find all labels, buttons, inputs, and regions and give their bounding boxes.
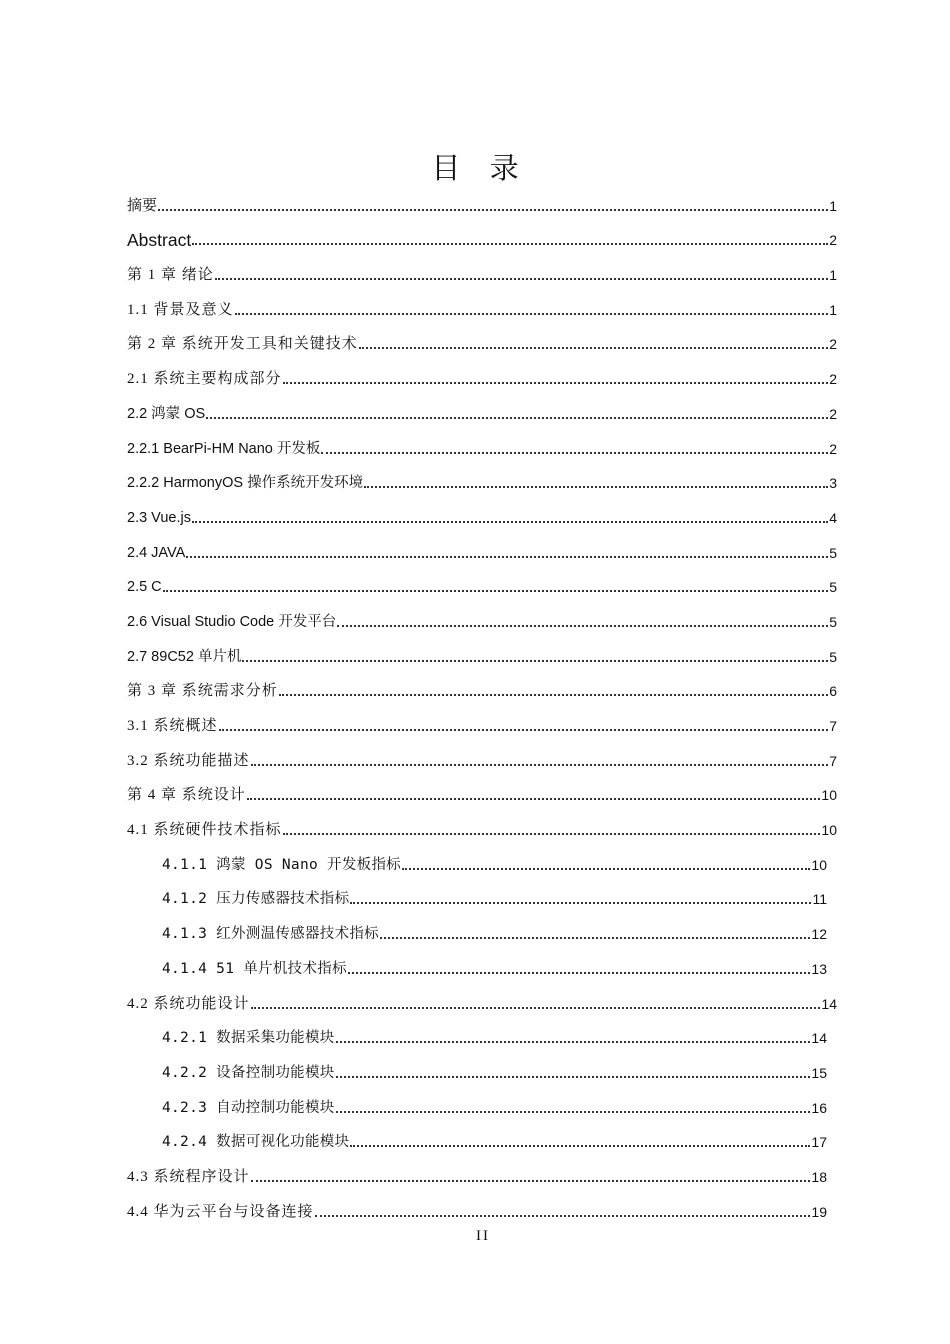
toc-entry-label: 2.7 89C52 单片机 [127,648,242,665]
toc-entry[interactable] [127,1049,827,1084]
toc-entry-page: 15 [811,1064,827,1081]
toc-entry-label: 4.3 系统程序设计 [127,1168,250,1185]
toc-entry-label: 4.1.2 压力传感器技术指标 [162,891,350,908]
toc-entry[interactable] [127,668,837,703]
toc-entry[interactable] [127,182,837,217]
toc-entry-label: 4.1 系统硬件技术指标 [127,822,282,839]
toc-entry-label: 4.4 华为云平台与设备连接 [127,1203,314,1220]
toc-entry-label: 2.3 Vue.js [127,509,191,526]
toc-entry-label: 4.1.4 51 单片机技术指标 [162,960,347,977]
toc-entry-page: 14 [811,1030,827,1047]
toc-entry[interactable] [127,217,837,252]
toc-entry-page: 14 [821,995,837,1012]
dot-leader [158,209,828,211]
toc-entry[interactable] [127,1119,827,1154]
toc-entry[interactable] [127,286,837,321]
toc-entry-page: 5 [829,648,837,665]
dot-leader [364,486,828,488]
toc-entry-page: 1 [829,197,837,214]
toc-entry[interactable] [127,806,837,841]
dot-leader [321,452,828,454]
toc-entry[interactable] [127,876,827,911]
toc-entry-page: 7 [829,718,837,734]
page-number: II [476,1228,490,1244]
toc-entry-label: 4.1.1 鸿蒙 OS Nano 开发板指标 [162,856,402,873]
toc-entry[interactable] [127,1153,827,1188]
toc-entry-label: 摘要 [127,197,158,214]
toc-entry-label: 2.5 C [127,579,162,596]
toc-entry-label: 2.2.2 HarmonyOS 操作系统开发环境 [127,475,364,492]
dot-leader [279,694,828,696]
toc-entry-page: 16 [811,1099,827,1116]
toc-entry[interactable] [127,564,837,599]
toc-entry-label: 3.2 系统功能描述 [127,752,250,769]
dot-leader [336,1111,811,1113]
dot-leader [283,382,829,384]
toc-entry-page: 12 [811,926,827,943]
dot-leader [242,660,828,662]
toc-entry[interactable] [127,494,837,529]
toc-entry-page: 1 [829,301,837,318]
toc-entry[interactable] [127,529,837,564]
toc-entry-label: Abstract [127,230,192,251]
dot-leader [206,417,828,419]
page-title: 目 录 [431,151,529,185]
toc-entry[interactable] [127,390,837,425]
dot-leader [380,937,810,939]
toc-entry-label: 4.1.3 红外测温传感器技术指标 [162,926,379,943]
toc-entry-label: 1.1 背景及意义 [127,301,234,318]
toc-entry-page: 5 [829,613,837,630]
toc-entry[interactable] [127,980,837,1015]
toc-entry-label: 4.2.2 设备控制功能模块 [162,1064,335,1081]
toc-entry-page: 10 [821,787,837,804]
toc-entry-label: 3.1 系统概述 [127,718,218,734]
dot-leader [337,625,828,627]
dot-leader [235,313,829,315]
dot-leader [247,798,821,800]
toc-entry-page: 11 [812,891,827,908]
toc-entry[interactable] [127,772,837,807]
toc-entry-label: 4.2 系统功能设计 [127,995,250,1012]
dot-leader [283,833,821,835]
table-of-contents [127,182,837,1223]
toc-entry-page: 18 [811,1168,827,1185]
toc-entry-label: 4.2.4 数据可视化功能模块 [162,1134,350,1151]
toc-entry-page: 2 [829,405,837,422]
toc-entry-page: 5 [829,579,837,596]
toc-entry-page: 5 [829,544,837,561]
dot-leader [192,243,828,245]
dot-leader [192,521,828,523]
toc-entry-label: 第 3 章 系统需求分析 [127,683,278,700]
dot-leader [359,347,828,349]
toc-entry-page: 2 [829,440,837,457]
toc-entry[interactable] [127,945,827,980]
toc-entry-label: 2.6 Visual Studio Code 开发平台 [127,613,337,630]
toc-entry-page: 6 [829,683,837,700]
toc-entry-page: 2 [829,371,837,388]
toc-entry-page: 17 [811,1134,827,1151]
toc-entry[interactable] [127,460,837,495]
toc-entry-page: 2 [829,232,837,249]
toc-entry-label: 2.2.1 BearPi-HM Nano 开发板 [127,440,321,457]
toc-entry-page: 7 [829,752,837,769]
dot-leader [251,764,829,766]
dot-leader [348,972,811,974]
toc-entry[interactable] [127,321,837,356]
toc-entry[interactable] [127,251,837,286]
toc-entry-page: 3 [829,475,837,492]
toc-entry-label: 2.1 系统主要构成部分 [127,371,282,388]
toc-entry-page: 13 [811,960,827,977]
toc-entry-page: 19 [811,1203,827,1220]
toc-entry[interactable] [127,737,837,772]
toc-entry-page: 10 [811,856,827,873]
toc-entry-label: 4.2.1 数据采集功能模块 [162,1030,335,1047]
toc-entry-label: 2.2 鸿蒙 OS [127,405,206,422]
toc-entry-page: 1 [829,267,837,284]
dot-leader [336,1041,811,1043]
dot-leader [350,902,811,904]
toc-entry[interactable] [127,1015,827,1050]
toc-entry[interactable] [127,702,837,737]
dot-leader [219,729,829,731]
toc-entry-page: 10 [821,822,837,839]
toc-entry-label: 第 4 章 系统设计 [127,787,246,804]
toc-entry[interactable] [127,425,837,460]
dot-leader [315,1215,811,1217]
toc-entry-label: 2.4 JAVA [127,544,186,561]
dot-leader [350,1145,810,1147]
toc-entry-page: 4 [829,509,837,526]
dot-leader [251,1180,811,1182]
toc-entry-label: 4.2.3 自动控制功能模块 [162,1099,335,1116]
dot-leader [163,590,829,592]
toc-entry[interactable] [127,355,837,390]
toc-entry[interactable] [127,598,837,633]
toc-entry-page: 2 [829,336,837,353]
toc-entry[interactable] [127,1084,827,1119]
dot-leader [251,1007,821,1009]
toc-entry[interactable] [127,633,837,668]
toc-entry-label: 第 1 章 绪论 [127,267,214,284]
toc-entry[interactable] [127,910,827,945]
dot-leader [402,868,810,870]
toc-entry[interactable] [127,841,827,876]
dot-leader [186,556,828,558]
toc-entry-label: 第 2 章 系统开发工具和关键技术 [127,336,358,353]
toc-entry[interactable] [127,1188,827,1223]
dot-leader [215,278,828,280]
dot-leader [336,1076,811,1078]
